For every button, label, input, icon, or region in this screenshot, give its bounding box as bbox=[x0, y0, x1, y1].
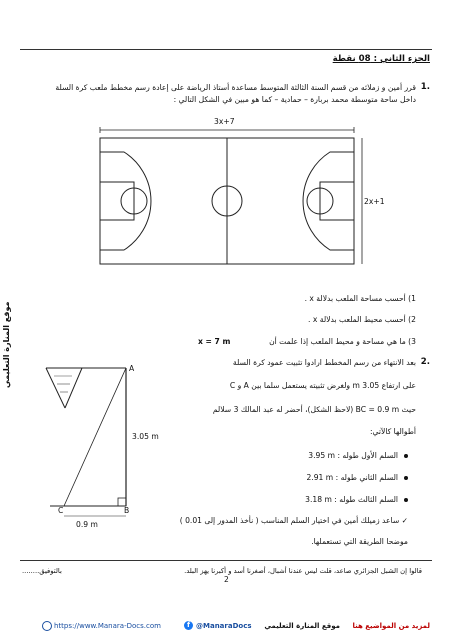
question-2-line-3: حيث BC = 0.9 m (لاحظ الشكل)، أحضر له عبد المالك 3 سلالم bbox=[212, 405, 416, 414]
question-2-line-1: بعد الانتهاء من رسم المخطط ارادوا تثبيت عمود كرة السلة bbox=[232, 358, 416, 367]
question-1-line-2: داخل ساحة متوسطة محمد بربارة – حمادية – كما هو مبين في الشكل التالي : bbox=[173, 95, 416, 104]
page-footer bbox=[0, 614, 452, 640]
ladder-2: السلم الثاني طوله : 2.91 m bbox=[306, 473, 408, 483]
task-1-area: 1) أحسب مساحة الملعب بدلالة x . bbox=[304, 294, 416, 303]
bullet-icon bbox=[404, 454, 408, 458]
base-length-label: 0.9 m bbox=[76, 520, 98, 529]
closing-wish: بالتوفيق........ bbox=[22, 567, 62, 575]
page-number: 2 bbox=[224, 575, 229, 584]
task-3-value: x = 7 m bbox=[198, 337, 231, 346]
ladder-figure bbox=[38, 364, 158, 532]
point-b-label: B bbox=[124, 506, 130, 515]
bullet-icon bbox=[404, 498, 408, 502]
question-1-line-1: قرر أمين و زملائه من قسم السنة الثالثة المتوسط مساعدة أستاذ الرياضة على إعادة رسم مخطط ملعب كرة السلة bbox=[55, 83, 416, 92]
point-a-label: A bbox=[129, 364, 135, 373]
side-watermark-label: موقع المنارة التعليمي bbox=[2, 301, 11, 389]
ladder-1: السلم الأول طوله : 3.95 m bbox=[308, 451, 408, 461]
basketball-court-diagram bbox=[90, 124, 370, 276]
task-3-evaluate: 3) ما هي مساحة و محيط الملعب إذا علمت أن bbox=[269, 337, 416, 346]
footer-slogan: لمزيد من المواضيع هنا bbox=[352, 622, 430, 630]
question-2-line-2: على ارتفاع m 3.05 ولغرض تثبيته يستعمل سلما بين A و C bbox=[229, 381, 416, 390]
point-c-label: C bbox=[58, 506, 64, 515]
globe-icon bbox=[42, 621, 52, 631]
ladder-3: السلم الثالث طوله : 3.18 m bbox=[305, 495, 408, 505]
question-2-number: 2. bbox=[420, 357, 430, 367]
question-1-number: 1. bbox=[420, 82, 430, 92]
task-choose-ladder: ✓ ساعد زميلك أمين في اختيار السلم المناسب ( نأخذ المدور إلى 0.01 ) bbox=[179, 516, 408, 525]
task-2-perimeter: 2) أحسب محيط الملعب بدلالة x . bbox=[308, 315, 416, 324]
footer-site-url[interactable]: https://www.Manara-Docs.com bbox=[54, 622, 161, 630]
section-title: الجزء الثاني : 08 نقطة bbox=[332, 54, 430, 64]
facebook-icon[interactable]: f bbox=[184, 621, 193, 630]
height-label: 3.05 m bbox=[132, 432, 159, 441]
task-explain-method: موضحا الطريقة التي تستعملها. bbox=[311, 537, 408, 546]
bullet-icon bbox=[404, 476, 408, 480]
dimension-length-label: 3x+7 bbox=[214, 117, 235, 126]
dimension-width-label: 2x+1 bbox=[364, 197, 385, 206]
closing-quote: قالوا إن الشبل الجزائري صاعد، قلت ليس عندنا أشبال، أصغرنا أسد و أكبرنا يهز البلد. bbox=[184, 567, 422, 575]
footer-handle: @ManaraDocs bbox=[196, 622, 252, 630]
question-2-line-4: أطوالها كالآتي: bbox=[370, 427, 416, 436]
footer-brand: موقع المنارة التعليمي bbox=[264, 622, 340, 630]
closing-rule bbox=[20, 560, 432, 561]
header-rule bbox=[20, 49, 432, 50]
